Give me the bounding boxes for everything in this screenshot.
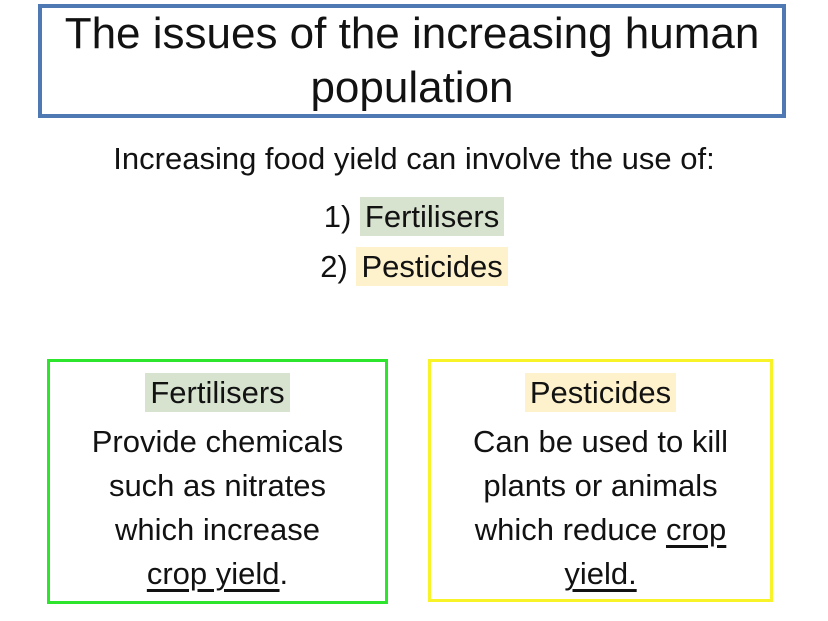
list-item-fertilisers: [0, 192, 828, 242]
pesticides-box-body: [431, 420, 770, 596]
body-line: [431, 552, 770, 596]
fertilisers-highlight: Fertilisers: [360, 197, 504, 236]
fertilisers-box: [47, 359, 388, 604]
body-line: such as nitrates: [108, 468, 327, 504]
list-item-pesticides: [0, 242, 828, 292]
underlined-crop: crop: [665, 512, 727, 548]
fertilisers-box-title-highlight: Fertilisers: [145, 373, 289, 412]
pesticides-box-title-highlight: Pesticides: [525, 373, 676, 412]
body-line: Can be used to kill: [472, 424, 729, 460]
fertilisers-box-body: [50, 420, 385, 596]
underlined-yield: yield.: [564, 556, 637, 592]
list-item-prefix: 2): [320, 249, 357, 284]
body-line: [431, 508, 770, 552]
body-line: [50, 552, 385, 596]
body-line: Provide chemicals: [91, 424, 344, 460]
fertilisers-box-title: [50, 373, 385, 413]
body-line: which increase: [114, 512, 321, 548]
body-text: which reduce: [474, 512, 666, 548]
body-line: plants or animals: [483, 468, 718, 504]
pesticides-box: [428, 359, 773, 602]
slide-title: The issues of the increasing human population: [64, 8, 760, 112]
list-item-prefix: 1): [323, 199, 360, 234]
pesticides-box-title: [431, 373, 770, 413]
title-box: [38, 4, 786, 118]
subtitle: Increasing food yield can involve the use of:: [113, 141, 715, 176]
period: .: [279, 556, 289, 592]
underlined-crop-yield: crop yield: [146, 556, 280, 592]
pesticides-highlight: Pesticides: [356, 247, 507, 286]
use-list: [0, 192, 828, 292]
